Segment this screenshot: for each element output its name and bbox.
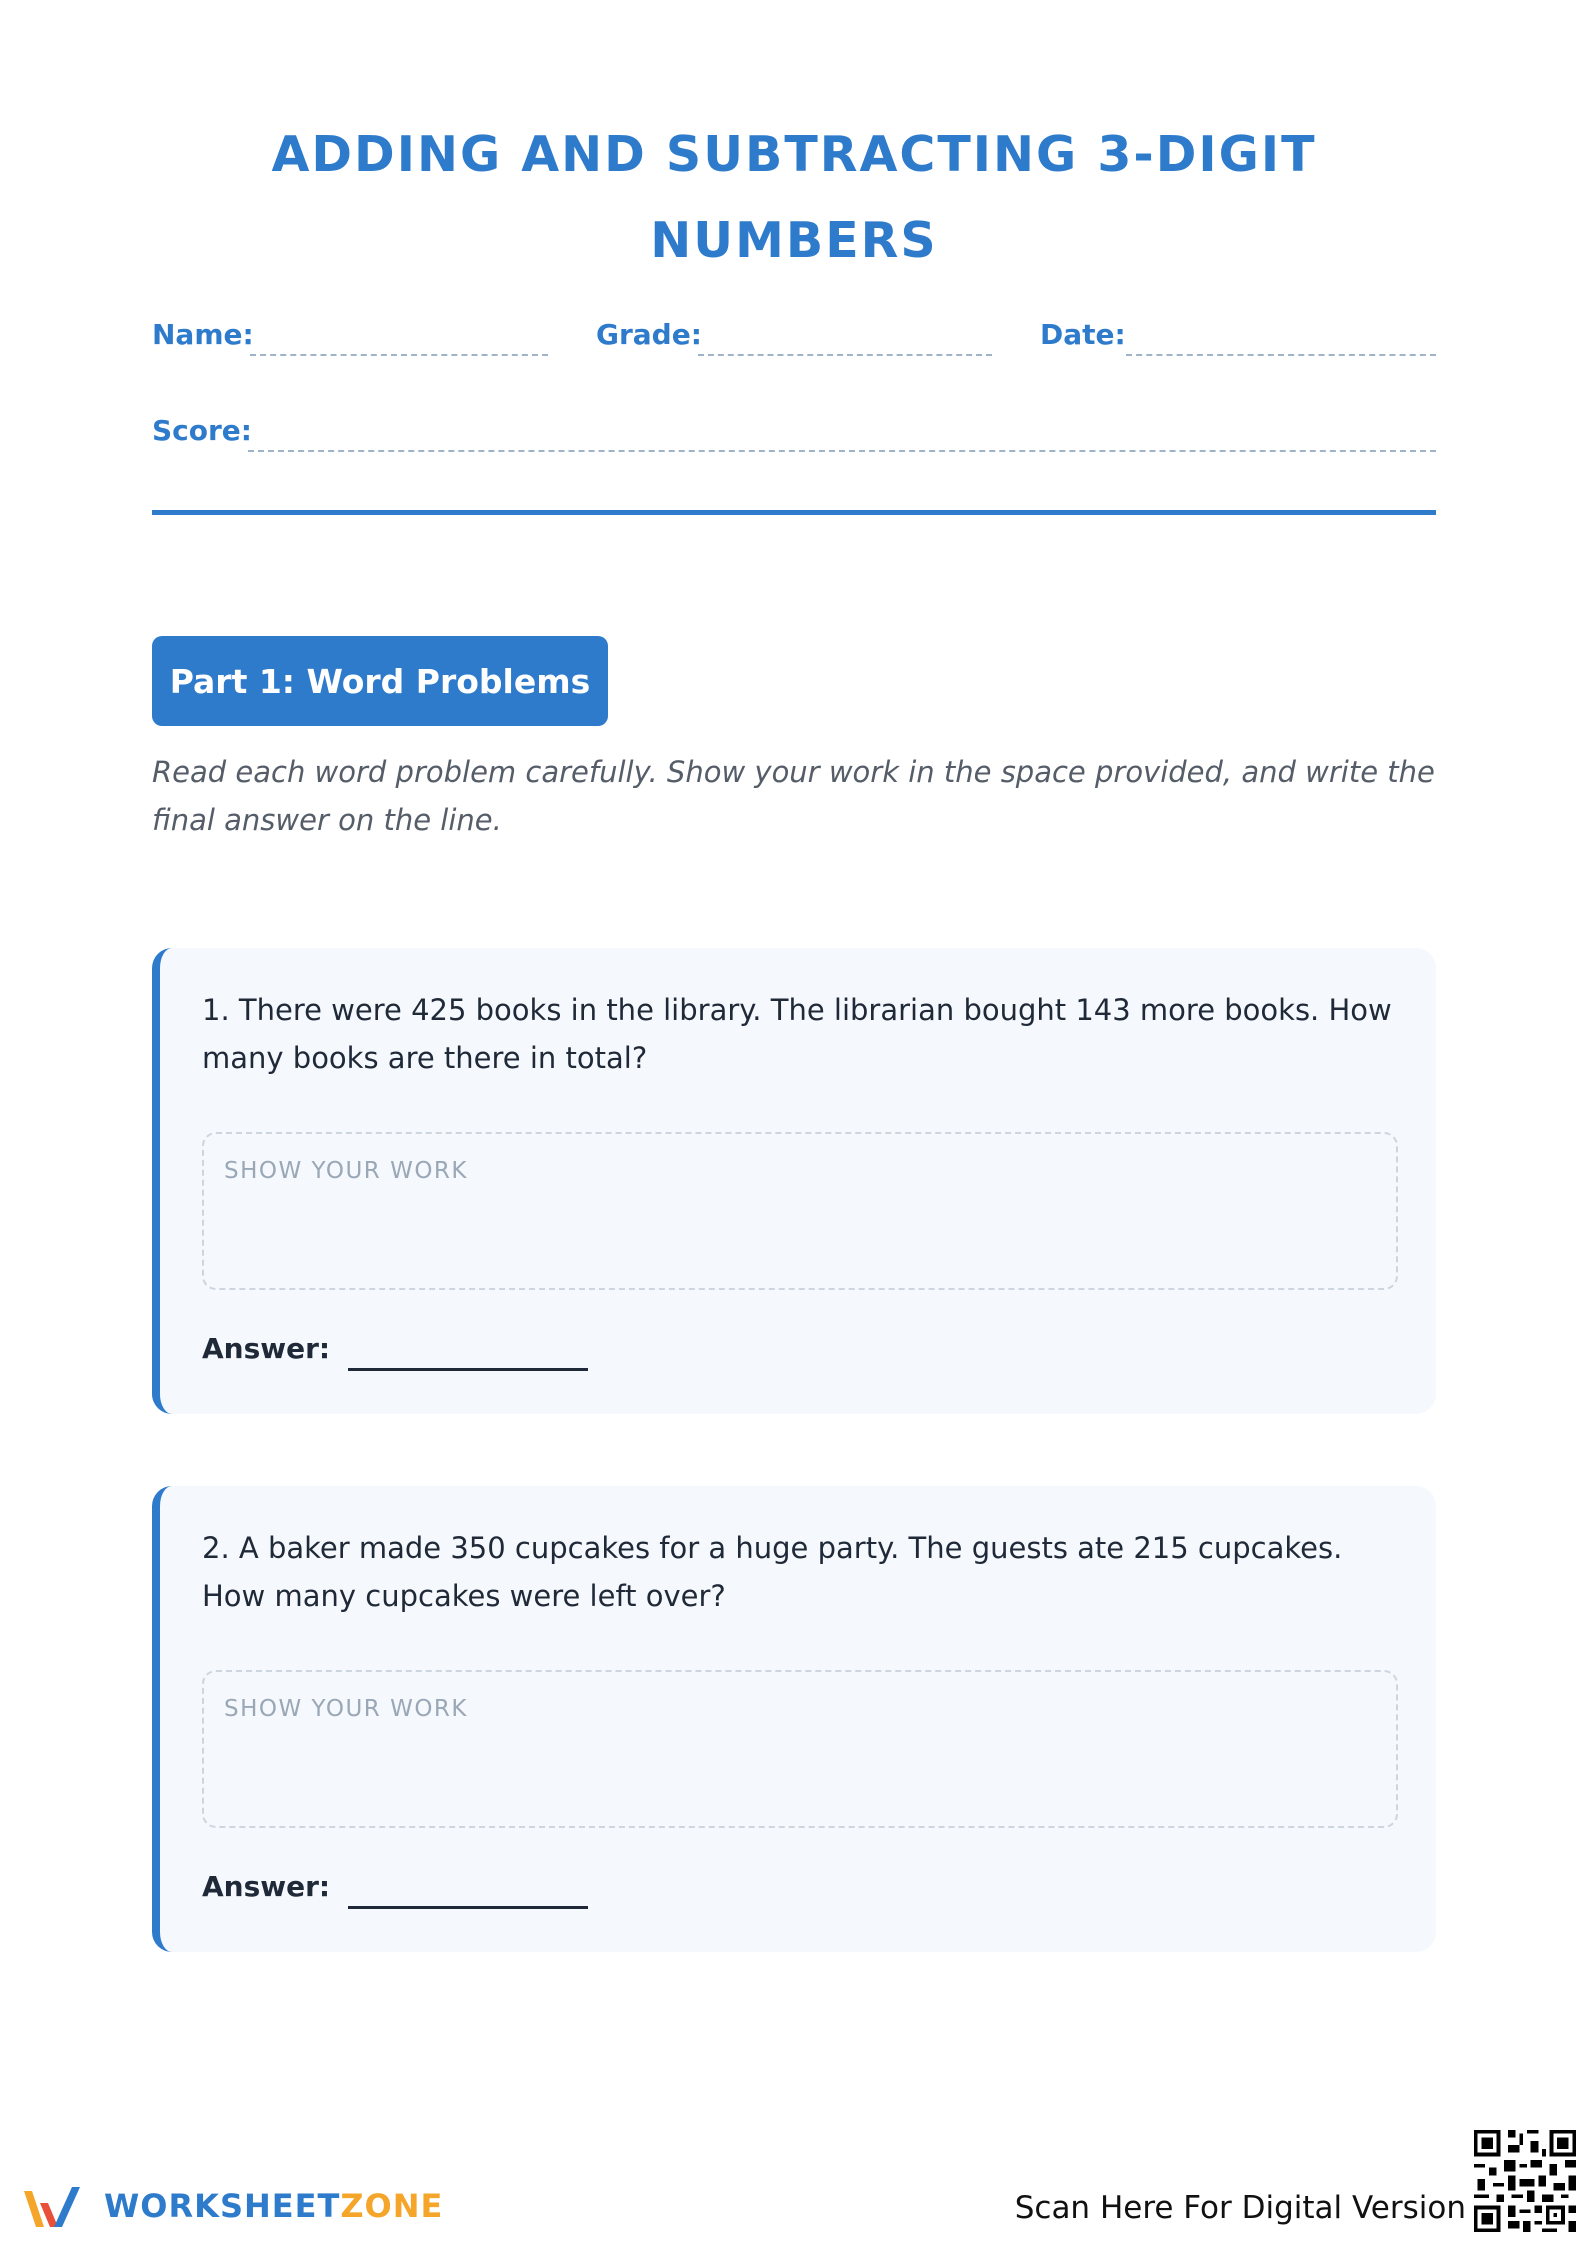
date-label: Date: (1040, 318, 1126, 351)
work-area-2[interactable] (202, 1670, 1398, 1828)
header-divider (152, 510, 1436, 515)
grade-label: Grade: (596, 318, 702, 351)
worksheetzone-logo-icon (18, 2183, 94, 2233)
brand-name-part2: ZONE (340, 2187, 444, 2225)
problem-card-2 (152, 1486, 1436, 1952)
score-label: Score: (152, 414, 252, 447)
instructions: Read each word problem carefully. Show your work in the space provided, and write the final answer on the line. (152, 755, 1435, 837)
answer-label-2: Answer: (202, 1870, 331, 1903)
qr-code-icon[interactable] (1470, 2126, 1580, 2236)
grade-field[interactable] (698, 354, 992, 356)
work-area-1[interactable] (202, 1132, 1398, 1290)
problem-text-1: 1. There were 425 books in the library. The librarian bought 143 more books. How many books are there in total? (202, 993, 1392, 1075)
answer-line-2[interactable] (348, 1906, 588, 1909)
problem-card-1 (152, 948, 1436, 1414)
work-area-label-2: SHOW YOUR WORK (224, 1696, 468, 1722)
work-area-label-1: SHOW YOUR WORK (224, 1158, 468, 1184)
scan-text: Scan Here For Digital Version (1014, 2190, 1466, 2226)
name-label: Name: (152, 318, 254, 351)
brand-name (104, 2187, 443, 2225)
score-field[interactable] (248, 450, 1436, 452)
date-field[interactable] (1126, 354, 1436, 356)
answer-line-1[interactable] (348, 1368, 588, 1371)
brand-name-part1: WORKSHEET (104, 2187, 341, 2225)
page-title: ADDING AND SUBTRACTING 3-DIGIT NUMBERS (271, 126, 1317, 269)
problem-text-2: 2. A baker made 350 cupcakes for a huge party. The guests ate 215 cupcakes. How many cupcakes were left over? (202, 1531, 1343, 1613)
name-field[interactable] (250, 354, 548, 356)
part1-badge: Part 1: Word Problems (152, 636, 608, 726)
answer-label-1: Answer: (202, 1332, 331, 1365)
